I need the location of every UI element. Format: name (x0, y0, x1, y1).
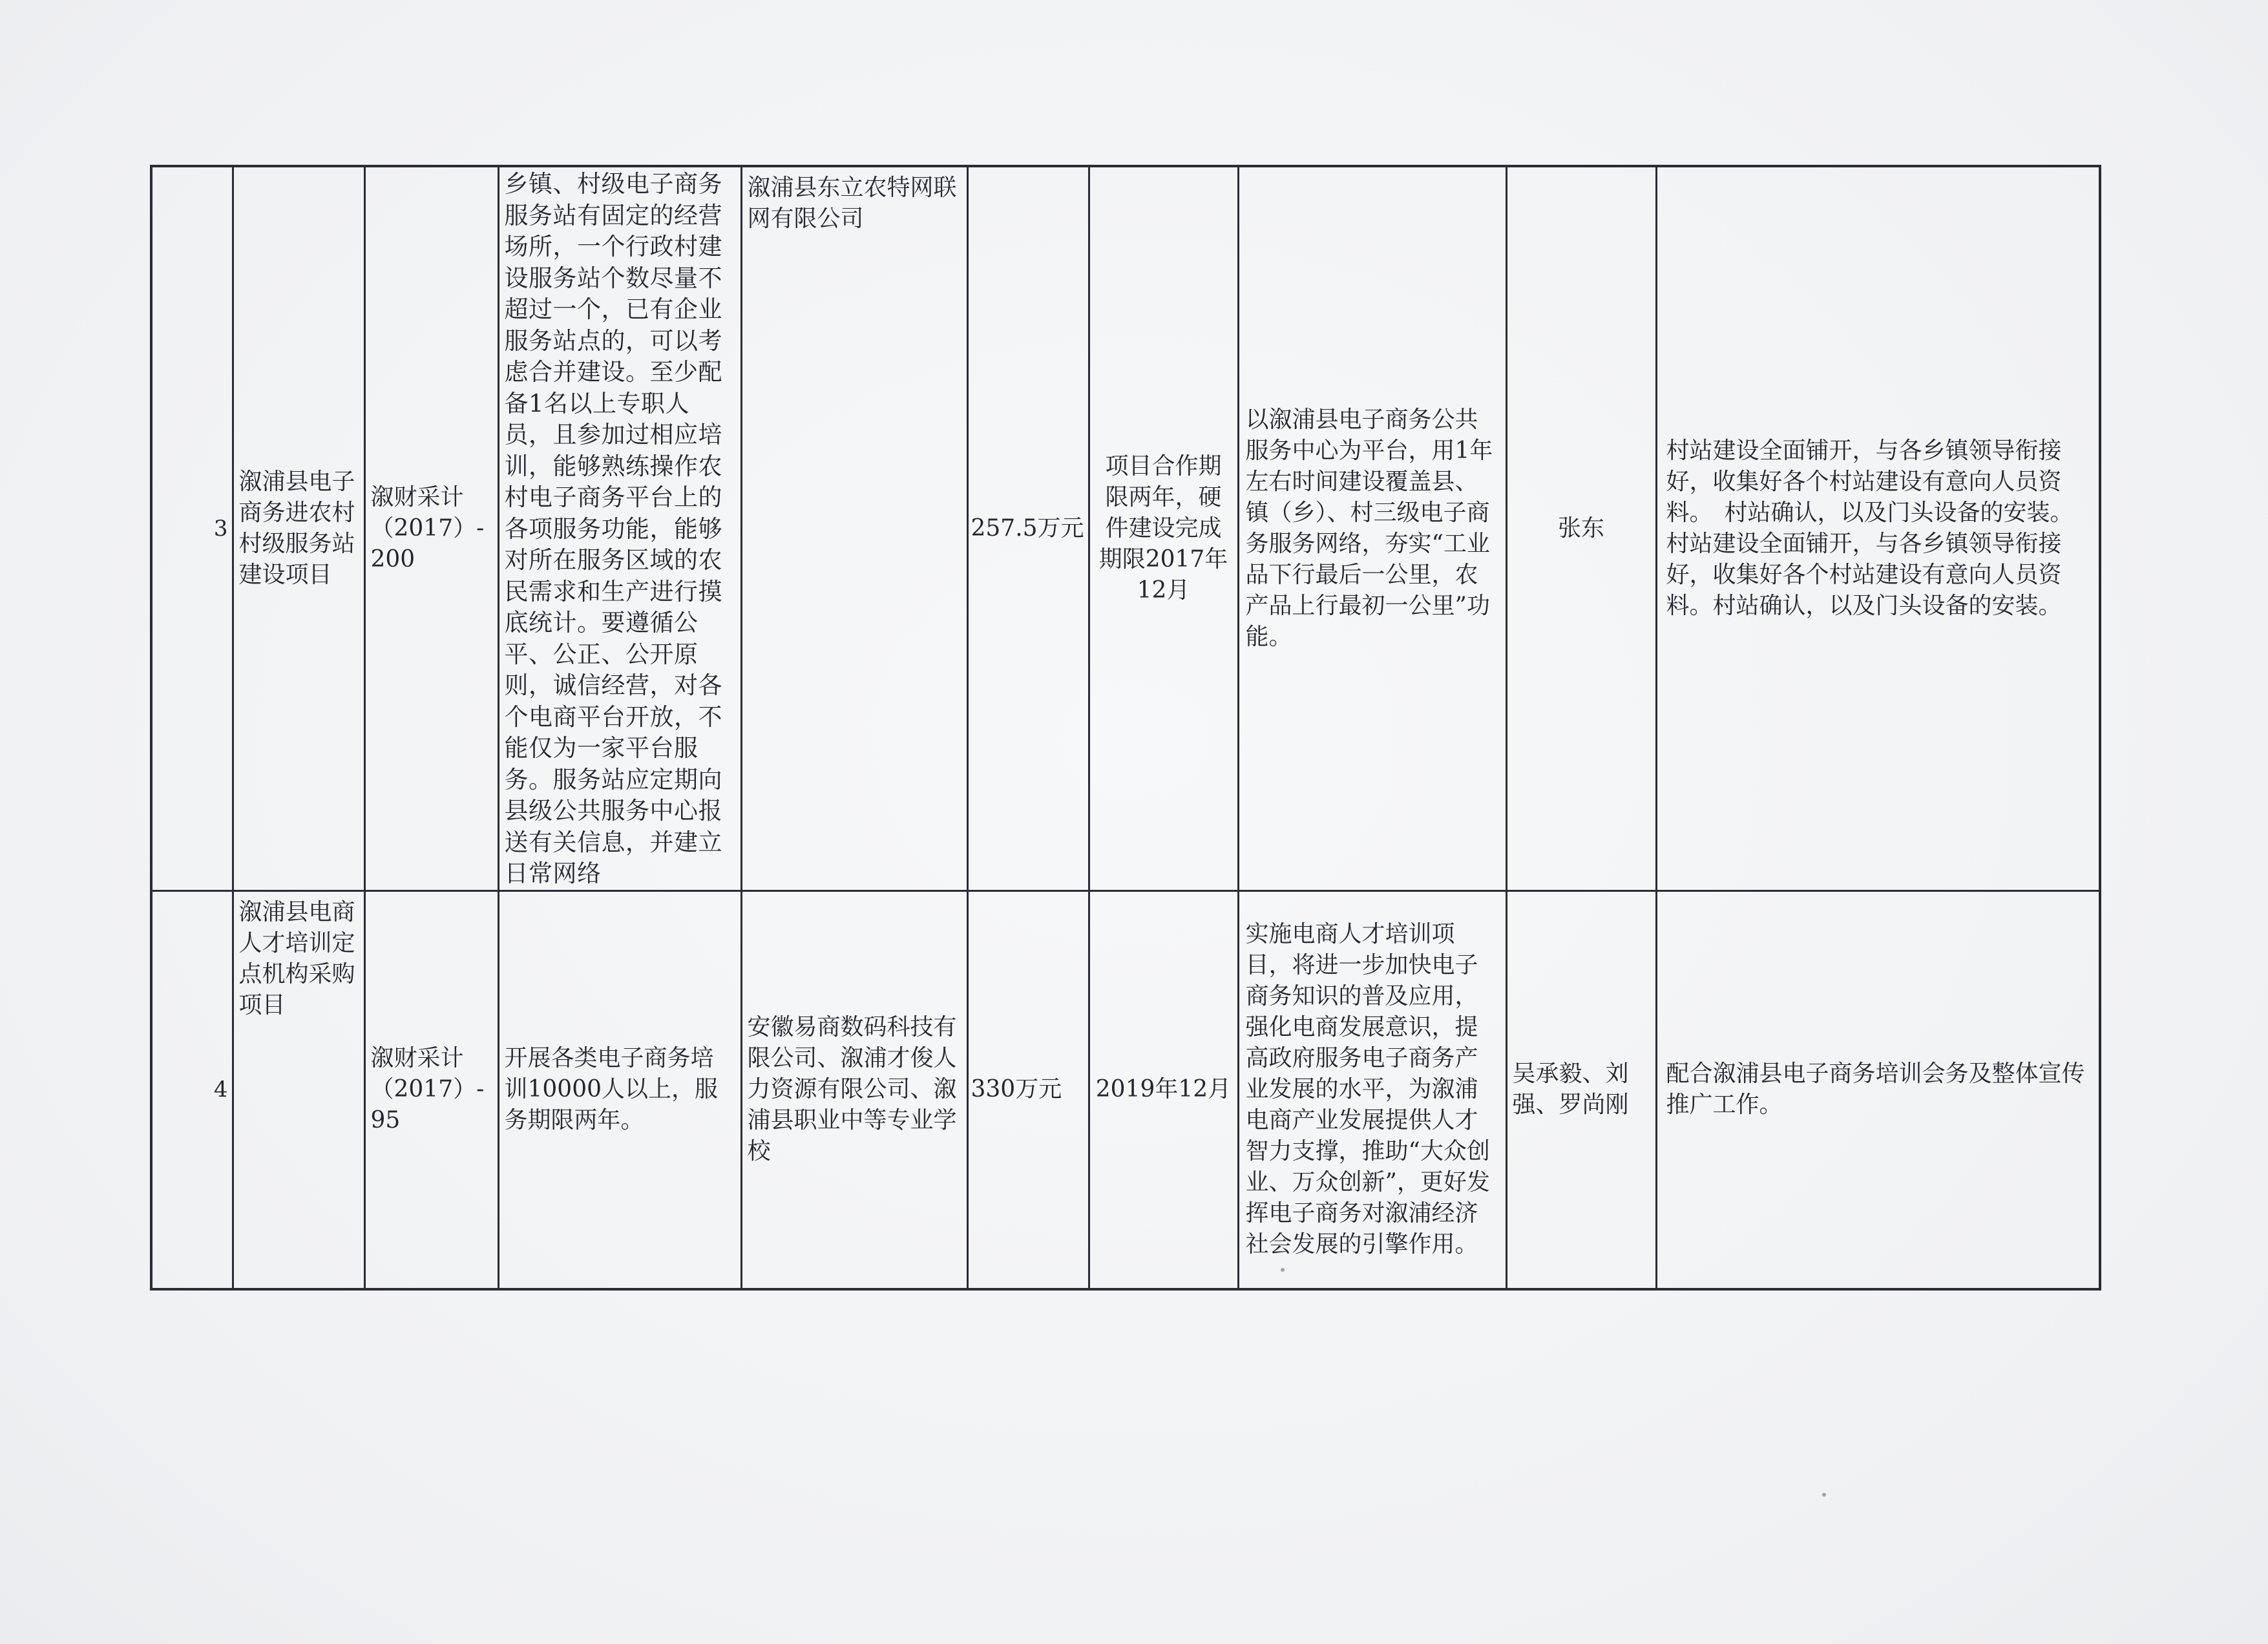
supplier-name: 溆浦县东立农特网联网有限公司 (747, 174, 957, 232)
amount-cell (967, 890, 1089, 1289)
period-cell (1089, 166, 1238, 890)
row-index-cell (151, 890, 233, 1289)
project-goal: 实施电商人才培训项目，将进一步加快电子商务知识的普及应用，强化电商发展意识，提高政府服务电子商务产业发展的水平，为溆浦电商产业发展提供人才智力支撑，推助“大众创业、万众创新”，更好发挥电子商务对溆浦经济社会发展的引擎作用。 (1245, 921, 1490, 1258)
supplier-cell (741, 166, 967, 890)
progress-cell (1656, 890, 2100, 1289)
row-index: 3 (213, 515, 228, 542)
procurement-code: 溆财采计（2017）-95 (370, 1045, 485, 1134)
period-cell (1089, 890, 1238, 1289)
supplier-cell (741, 890, 967, 1289)
contact-person: 张东 (1557, 514, 1604, 542)
requirement-text: 乡镇、村级电子商务服务站有固定的经营场所，一个行政村建设服务站个数尽量不超过一个，已有企业服务站点的，可以考虑合并建设。至少配备1名以上专职人员，且参加过相应培训，能够熟练操作农村电子商务平台上的各项服务功能，能够对所在服务区域的农民需求和生产进行摸底统计。要遵循公平、公正、公开原则，诚信经营，对各个电商平台开放，不能仅为一家平台服务。服务站应定期向县级公共服务中心报送有关信息，并建立日常网络 (504, 170, 722, 887)
project-table (150, 165, 2101, 1291)
project-name: 溆浦县电商人才培训定点机构采购项目 (238, 898, 355, 1018)
progress-text: 配合溆浦县电子商务培训会务及整体宣传推广工作。 (1666, 1060, 2085, 1119)
goal-cell (1238, 890, 1506, 1289)
progress-cell (1656, 166, 2100, 890)
goal-cell (1238, 166, 1506, 890)
procurement-code-cell (364, 166, 498, 890)
procurement-code-cell (364, 890, 498, 1289)
contract-amount: 257.5万元 (971, 514, 1084, 542)
amount-cell (967, 166, 1089, 890)
contact-cell (1506, 166, 1656, 890)
requirement-cell (498, 166, 741, 890)
contact-person: 吴承毅、刘强、罗尚刚 (1512, 1060, 1629, 1119)
procurement-code: 溆财采计（2017）-200 (370, 483, 485, 573)
project-name-cell (233, 166, 364, 890)
scan-speck (1822, 1493, 1826, 1497)
contract-amount: 330万元 (971, 1076, 1062, 1103)
project-name: 溆浦县电子商务进农村村级服务站建设项目 (238, 468, 355, 588)
supplier-name: 安徽易商数码科技有限公司、溆浦才俊人力资源有限公司、溆浦县职业中等专业学校 (747, 1014, 957, 1165)
table-row (151, 166, 2100, 890)
project-goal: 以溆浦县电子商务公共服务中心为平台，用1年左右时间建设覆盖县、镇（乡）、村三级电子商务服务网络，夯实“工业品下行最后一公里，农产品上行最初一公里”功能。 (1245, 406, 1493, 650)
contract-period: 项目合作期限两年，硬件建设完成期限2017年12月 (1098, 452, 1228, 604)
row-index: 4 (213, 1077, 228, 1103)
contact-cell (1506, 890, 1656, 1289)
requirement-cell (498, 890, 741, 1289)
progress-text: 村站建设全面铺开，与各乡镇领导衔接好，收集好各个村站建设有意向人员资料。 村站确认，以及门头设备的安装。村站建设全面铺开，与各乡镇领导衔接好，收集好各个村站建设有意向人员资料。村站确认，以及门头设备的安装。 (1666, 437, 2074, 619)
requirement-text: 开展各类电子商务培训10000人以上，服务期限两年。 (504, 1045, 719, 1134)
contract-period: 2019年12月 (1095, 1076, 1232, 1103)
table-row (151, 890, 2100, 1289)
scan-speck (1281, 1268, 1285, 1272)
project-name-cell (233, 890, 364, 1289)
row-index-cell (151, 166, 233, 890)
